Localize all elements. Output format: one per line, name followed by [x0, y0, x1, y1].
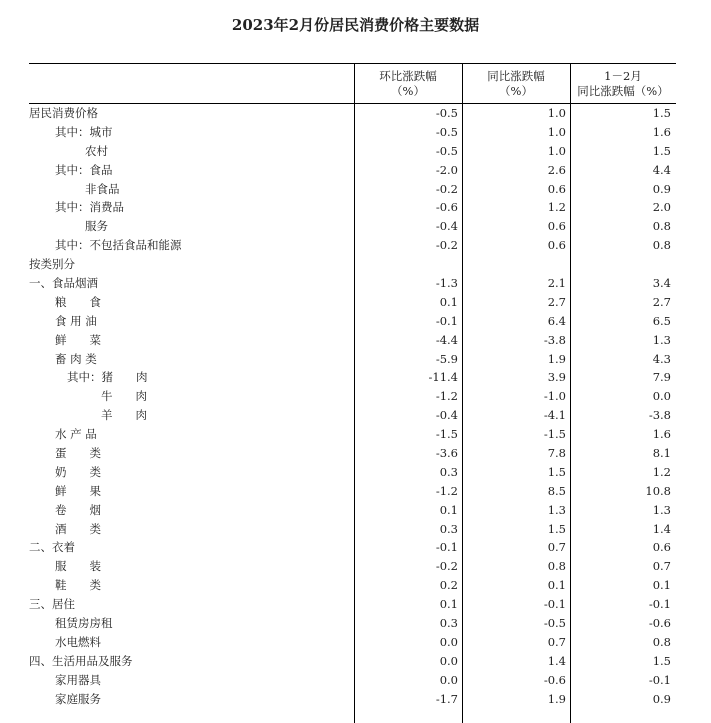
- table-row: [29, 520, 676, 539]
- table-row: [29, 123, 676, 142]
- row-label: 其中：食品: [55, 162, 113, 177]
- ytd-value: 10.8: [645, 483, 671, 498]
- mom-value: -0.5: [435, 143, 458, 158]
- ytd-value: 0.0: [652, 389, 671, 404]
- mom-value: -0.1: [435, 540, 458, 555]
- yoy-value: -0.6: [543, 672, 566, 687]
- table-row: [29, 274, 676, 293]
- yoy-value: 1.0: [547, 106, 566, 120]
- ytd-value: 2.7: [652, 294, 671, 309]
- table-row: [29, 255, 676, 274]
- ytd-value: 0.7: [652, 559, 671, 574]
- ytd-value: 1.5: [652, 106, 671, 120]
- mom-value: 0.3: [439, 464, 458, 479]
- header-yoy-line1: 同比涨跌幅: [487, 68, 545, 83]
- header-yoy-line2: （%）: [499, 83, 533, 98]
- yoy-value: 2.7: [547, 294, 566, 309]
- row-label: 奶 类: [55, 464, 101, 479]
- table-row: [29, 557, 676, 576]
- table-row: [29, 690, 676, 709]
- ytd-value: 1.5: [652, 653, 671, 668]
- header-mom-line1: 环比涨跌幅: [379, 68, 437, 83]
- ytd-value: 0.8: [652, 238, 671, 253]
- mom-value: -0.6: [435, 200, 458, 215]
- mom-value: -2.0: [435, 162, 458, 177]
- table-row: [29, 161, 676, 180]
- row-label: 其中：消费品: [55, 200, 124, 215]
- yoy-value: 1.2: [547, 200, 566, 215]
- mom-value: 0.0: [439, 653, 458, 668]
- ytd-value: -3.8: [648, 408, 671, 423]
- mom-value: -0.1: [435, 313, 458, 328]
- header-yoy: [462, 64, 570, 103]
- mom-value: -1.7: [435, 691, 458, 706]
- yoy-value: 1.9: [547, 351, 566, 366]
- mom-value: -0.5: [435, 124, 458, 139]
- yoy-value: 2.6: [547, 162, 566, 177]
- yoy-value: -4.1: [543, 408, 566, 423]
- table-row: [29, 671, 676, 690]
- mom-value: -0.5: [435, 106, 458, 120]
- row-label: 服 装: [55, 559, 101, 574]
- yoy-value: -3.8: [543, 332, 566, 347]
- ytd-value: 1.6: [652, 124, 671, 139]
- table-row: [29, 463, 676, 482]
- mom-value: 0.1: [439, 597, 458, 612]
- ytd-value: 1.3: [652, 502, 671, 517]
- yoy-value: 1.4: [547, 653, 566, 668]
- row-label: 家庭服务: [55, 691, 101, 706]
- yoy-value: -1.0: [543, 389, 566, 404]
- row-label: 三、居住: [29, 597, 75, 612]
- row-label: 水 产 品: [55, 427, 97, 442]
- row-label: 鞋 类: [55, 578, 101, 593]
- table-row: [29, 350, 676, 369]
- row-label: 其中：不包括食品和能源: [55, 238, 182, 253]
- ytd-value: 1.3: [652, 332, 671, 347]
- ytd-value: 4.3: [652, 351, 671, 366]
- mom-value: -5.9: [435, 351, 458, 366]
- row-label: 居民消费价格: [29, 106, 98, 120]
- row-label: 服务: [85, 219, 108, 234]
- table-row: [29, 633, 676, 652]
- yoy-value: 7.8: [547, 446, 566, 461]
- ytd-value: 7.9: [652, 370, 671, 385]
- yoy-value: 1.9: [547, 691, 566, 706]
- cpi-table: [29, 63, 676, 706]
- table-row: [29, 425, 676, 444]
- yoy-value: 0.7: [547, 634, 566, 649]
- ytd-value: 0.8: [652, 219, 671, 234]
- yoy-value: 1.5: [547, 464, 566, 479]
- row-label: 其中：城市: [55, 124, 113, 139]
- yoy-value: 1.0: [547, 143, 566, 158]
- table-body: [29, 104, 676, 709]
- row-label: 其中：猪 肉: [67, 370, 148, 385]
- table-row: [29, 652, 676, 671]
- table-row: [29, 104, 676, 123]
- table-header: [29, 63, 676, 104]
- table-row: [29, 387, 676, 406]
- row-label: 租赁房房租: [55, 616, 113, 631]
- row-label: 蛋 类: [55, 446, 101, 461]
- table-row: [29, 482, 676, 501]
- mom-value: -4.4: [435, 332, 458, 347]
- table-row: [29, 406, 676, 425]
- table-row: [29, 142, 676, 161]
- mom-value: -1.3: [435, 276, 458, 291]
- yoy-value: -1.5: [543, 427, 566, 442]
- mom-value: 0.0: [439, 634, 458, 649]
- ytd-value: 4.4: [652, 162, 671, 177]
- table-row: [29, 538, 676, 557]
- ytd-value: 1.2: [652, 464, 671, 479]
- ytd-value: -0.1: [648, 672, 671, 687]
- yoy-value: 0.7: [547, 540, 566, 555]
- yoy-value: 1.5: [547, 521, 566, 536]
- row-label: 非食品: [85, 181, 120, 196]
- yoy-value: 1.3: [547, 502, 566, 517]
- yoy-value: -0.1: [543, 597, 566, 612]
- row-label: 鲜 菜: [55, 332, 101, 347]
- ytd-value: 2.0: [652, 200, 671, 215]
- mom-value: 0.2: [439, 578, 458, 593]
- page-title: 2023年2月份居民消费价格主要数据: [231, 16, 480, 34]
- mom-value: 0.3: [439, 521, 458, 536]
- table-row: [29, 595, 676, 614]
- table-row: [29, 180, 676, 199]
- header-ytd: [570, 64, 676, 103]
- row-label: 畜 肉 类: [55, 351, 97, 366]
- table-row: [29, 501, 676, 520]
- row-label: 按类别分: [29, 257, 75, 272]
- mom-value: 0.3: [439, 616, 458, 631]
- mom-value: -0.2: [435, 559, 458, 574]
- mom-value: -0.4: [435, 408, 458, 423]
- row-label: 四、生活用品及服务: [29, 653, 133, 668]
- ytd-value: 0.6: [652, 540, 671, 555]
- ytd-value: 0.9: [652, 181, 671, 196]
- yoy-value: 6.4: [547, 313, 566, 328]
- ytd-value: 1.6: [652, 427, 671, 442]
- table-row: [29, 217, 676, 236]
- table-row: [29, 331, 676, 350]
- mom-value: 0.1: [439, 502, 458, 517]
- yoy-value: 3.9: [547, 370, 566, 385]
- table-row: [29, 576, 676, 595]
- row-label: 鲜 果: [55, 483, 101, 498]
- table-row: [29, 293, 676, 312]
- mom-value: 0.1: [439, 294, 458, 309]
- row-label: 酒 类: [55, 521, 101, 536]
- ytd-value: 1.4: [652, 521, 671, 536]
- ytd-value: 0.1: [652, 578, 671, 593]
- header-ytd-line1: 1－2月: [604, 68, 642, 83]
- table-row: [29, 368, 676, 387]
- ytd-value: -0.6: [648, 616, 671, 631]
- table-row: [29, 444, 676, 463]
- row-label: 农村: [85, 143, 108, 158]
- ytd-value: 3.4: [652, 276, 671, 291]
- yoy-value: 0.6: [547, 219, 566, 234]
- row-label: 一、食品烟酒: [29, 276, 98, 291]
- yoy-value: 0.8: [547, 559, 566, 574]
- row-label: 粮 食: [55, 294, 101, 309]
- ytd-value: 1.5: [652, 143, 671, 158]
- row-label: 牛 肉: [101, 389, 147, 404]
- yoy-value: -0.5: [543, 616, 566, 631]
- header-mom: [354, 64, 462, 103]
- ytd-value: 6.5: [652, 313, 671, 328]
- row-label: 卷 烟: [55, 502, 101, 517]
- mom-value: -3.6: [435, 446, 458, 461]
- mom-value: 0.0: [439, 672, 458, 687]
- yoy-value: 8.5: [547, 483, 566, 498]
- yoy-value: 1.0: [547, 124, 566, 139]
- row-label: 二、衣着: [29, 540, 75, 555]
- row-label: 家用器具: [55, 672, 101, 687]
- mom-value: -0.4: [435, 219, 458, 234]
- row-label: 水电燃料: [55, 634, 101, 649]
- mom-value: -11.4: [428, 370, 458, 385]
- mom-value: -1.5: [435, 427, 458, 442]
- mom-value: -1.2: [435, 483, 458, 498]
- table-row: [29, 236, 676, 255]
- table-row: [29, 312, 676, 331]
- header-mom-line2: （%）: [391, 83, 425, 98]
- mom-value: -1.2: [435, 389, 458, 404]
- ytd-value: 8.1: [652, 446, 671, 461]
- table-row: [29, 198, 676, 217]
- row-label: 食 用 油: [55, 313, 97, 328]
- mom-value: -0.2: [435, 238, 458, 253]
- mom-value: -0.2: [435, 181, 458, 196]
- ytd-value: -0.1: [648, 597, 671, 612]
- ytd-value: 0.9: [652, 691, 671, 706]
- yoy-value: 0.6: [547, 181, 566, 196]
- yoy-value: 0.1: [547, 578, 566, 593]
- yoy-value: 0.6: [547, 238, 566, 253]
- table-row: [29, 614, 676, 633]
- header-ytd-line2: 同比涨跌幅（%）: [577, 83, 669, 98]
- yoy-value: 2.1: [547, 276, 566, 291]
- row-label: 羊 肉: [101, 408, 147, 423]
- ytd-value: 0.8: [652, 634, 671, 649]
